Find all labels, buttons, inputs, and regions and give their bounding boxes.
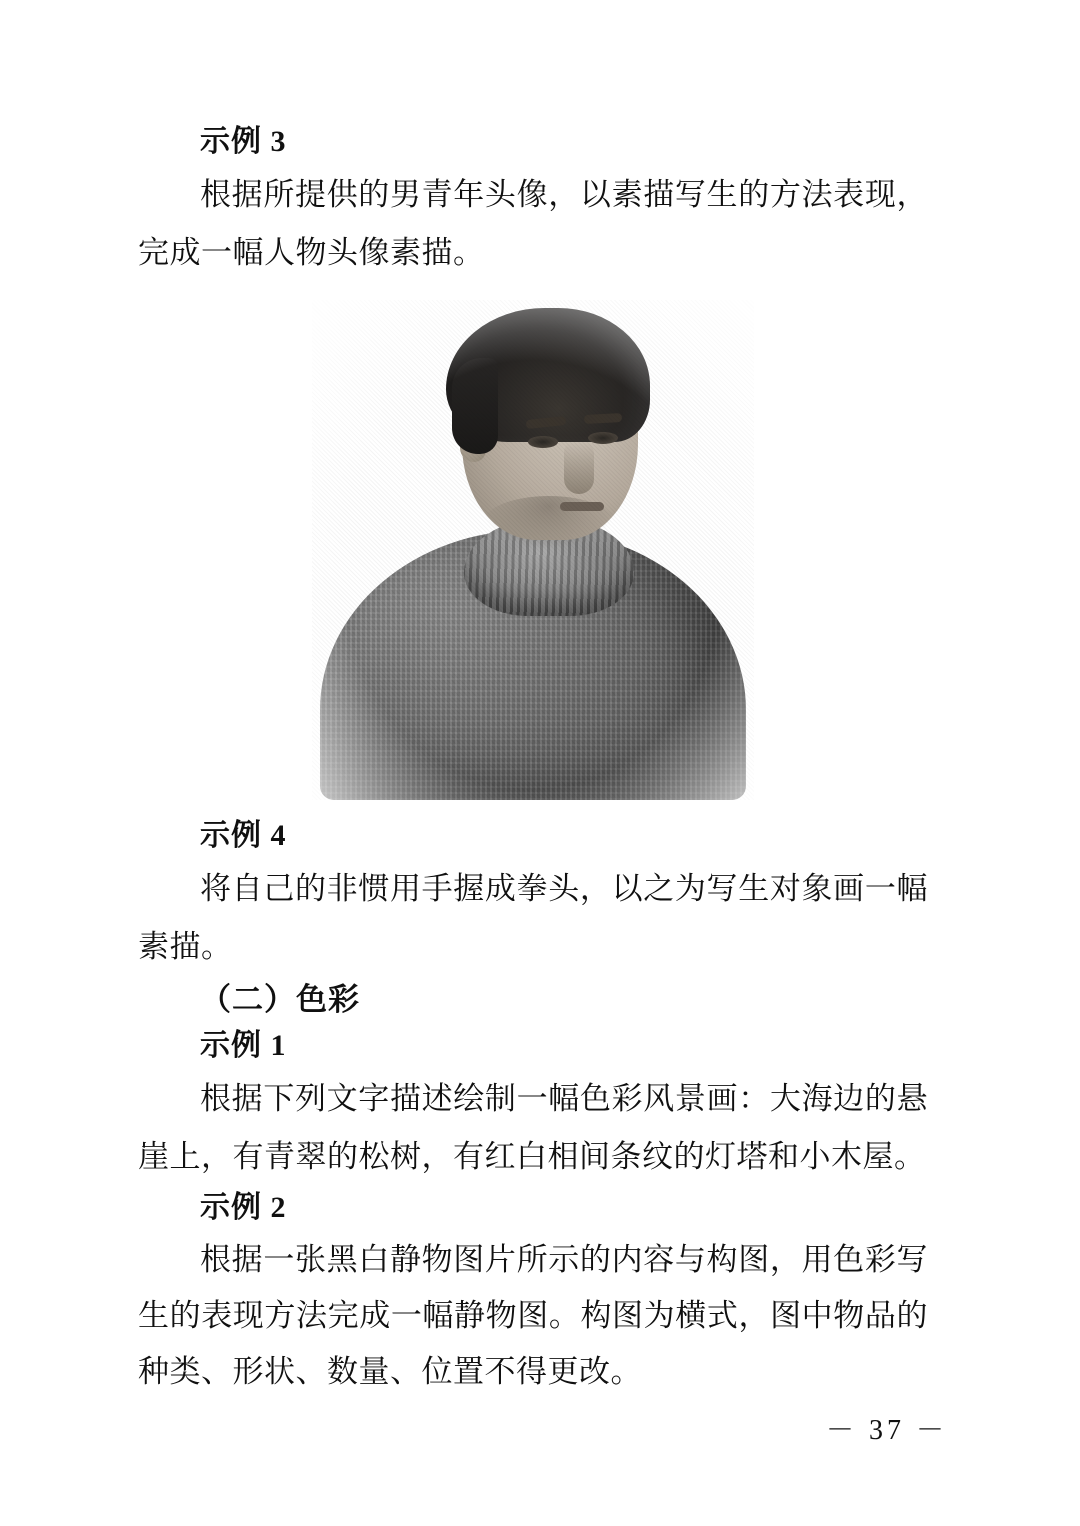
portrait-photo: [312, 300, 754, 800]
mouth-shape: [560, 502, 604, 511]
page-number: － 37 －: [825, 1415, 948, 1446]
section-paragraph-example-3: 根据所提供的男青年头像，以素描写生的方法表现，完成一幅人物头像素描。: [138, 177, 928, 270]
color-paragraph-example-2: 根据一张黑白静物图片所示的内容与构图，用色彩写生的表现方法完成一幅静物图。构图为横式，图中物品的种类、形状、数量、位置不得更改。: [138, 1242, 928, 1389]
section-heading-example-4: 示例 4: [200, 819, 287, 852]
section-heading-example-3: 示例 3: [200, 125, 287, 158]
color-paragraph-example-1: 根据下列文字描述绘制一幅色彩风景画：大海边的悬崖上，有青翠的松树，有红白相间条纹的灯塔和小木屋。: [138, 1081, 928, 1174]
portrait-figure: [138, 300, 928, 800]
color-heading-example-1: 示例 1: [200, 1029, 287, 1062]
subsection-heading-color: （二）色彩: [200, 982, 360, 1017]
page-content: [138, 120, 928, 1400]
sideburn-shape: [452, 358, 498, 454]
nose-shape: [564, 442, 594, 494]
eye-right-shape: [588, 432, 618, 444]
section-paragraph-example-4: 将自己的非惯用手握成拳头，以之为写生对象画一幅素描。: [138, 871, 928, 964]
color-heading-example-2: 示例 2: [200, 1191, 287, 1224]
eye-left-shape: [528, 436, 558, 448]
